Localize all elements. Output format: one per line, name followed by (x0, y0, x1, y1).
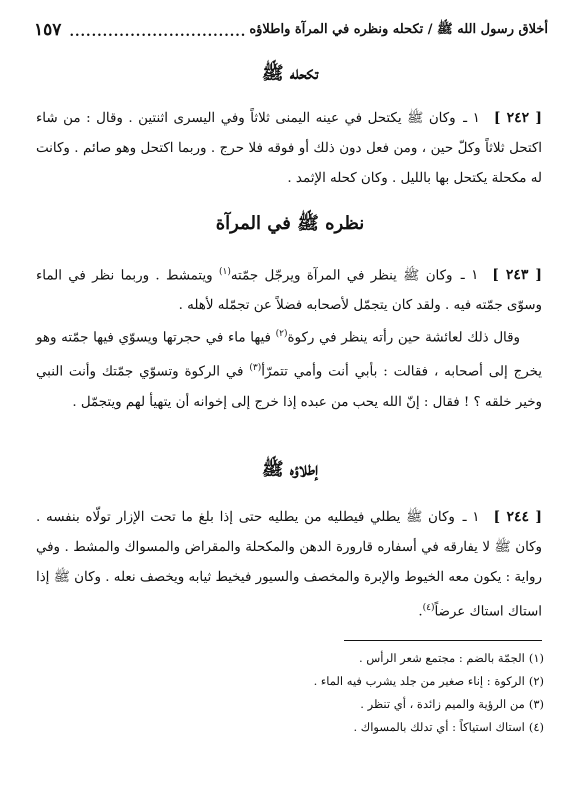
paragraph-243 (36, 257, 542, 321)
footnote-text: الركوة : إناء صغير من جلد يشرب فيه الماء . (313, 674, 525, 688)
paragraph-text: وكان ﷺ يكتحل في عينه اليمنى ثلاثاً وفي اليسرى اثنتين . وقال : من شاء اكتحل ثلاثاً وكلّ حين ، ومن فعل دون ذلك أو فوقه فلا حرج . وربما اكتحل وهو صائم . وكانت له مكحلة يكتحل بها بالليل . وكان كحله الإثمد . (36, 111, 542, 186)
footnote-3 (40, 693, 544, 716)
footnote-number: (٤) (528, 720, 544, 734)
header-leader-dots: ................................ (69, 25, 247, 40)
footnotes (40, 647, 544, 739)
paragraph-text: فيها ماء في حجرتها ويسوّي فيها جمّته وهو يخرج إلى أصحابه ، فقالت : بأبي أنت وأمي تتمرّأ (36, 330, 542, 380)
footnote-ref-1: (١) (219, 267, 231, 277)
paragraph-number: [ ٢٤٤ ] (493, 509, 543, 525)
paragraph-244 (36, 502, 542, 627)
page-number: ١٥٧ (34, 20, 62, 40)
header-title: أخلاق رسول الله ﷺ / تكحله ونظره في المرآة واطلاؤه (249, 22, 548, 37)
paragraph-242 (36, 103, 542, 194)
footnote-divider (344, 640, 542, 641)
footnote-ref-4: (٤) (422, 603, 435, 613)
section-title-depilation: إطلاؤه ﷺ (261, 459, 319, 480)
running-header (34, 18, 548, 40)
footnote-4 (40, 716, 544, 739)
footnote-text: استاك استياكاً : أي تدلك بالمسواك . (353, 720, 525, 734)
paragraph-prefix: ١ ـ (463, 111, 480, 126)
footnote-text: من الرؤية والميم زائدة ، أي تنظر . (360, 697, 525, 711)
paragraph-text: وقال ذلك لعائشة حين رأته ينظر في ركوة (287, 330, 520, 346)
paragraph-text: ويتمشط . وربما نظر في الماء وسوّى جمّته فيه . ولقد كان يتجمّل لأصحابه فضلاً عن تجمّله لأهله . (36, 268, 542, 314)
footnote-text: الجمّة بالضم : مجتمع شعر الرأس . (358, 651, 525, 665)
paragraph-number: [ ٢٤٣ ] (492, 267, 543, 284)
paragraph-text: وكان ﷺ ينظر في المرآة ويرجّل جمّته (230, 268, 453, 284)
paragraph-text: . (418, 604, 423, 620)
paragraph-prefix: ١ ـ (462, 510, 480, 525)
footnote-number: (٢) (528, 674, 544, 688)
paragraph-number: [ ٢٤٢ ] (493, 110, 542, 126)
footnote-ref-3: (٣) (249, 363, 262, 374)
footnote-number: (٣) (528, 697, 544, 711)
footnote-ref-2: (٢) (275, 329, 288, 339)
paragraph-prefix: ١ ـ (460, 268, 479, 284)
footnote-2 (40, 670, 544, 693)
section-title-mirror: نظره ﷺ في المرآة (215, 213, 365, 234)
footnote-1 (40, 647, 544, 670)
paragraph-text: في الركوة وتسوّي جمّتك وأنت النبي وخير خلقه ؟ ! فقال : إنّ الله يحب من عبده إذا خرج إلى إخوانه أن يتهيأ لهم ويتجمّل . (36, 364, 542, 410)
paragraph-243-continued (36, 319, 542, 418)
paragraph-text: وكان ﷺ يطلي فيطليه من يطليه حتى إذا بلغ ما تحت الإزار تولّاه بنفسه . وكان ﷺ لا يفارقه في أسفاره قارورة الدهن والمكحلة والمقراض والمسواك والمشط . وفي رواية : يكون معه الخيوط والإبرة والمخصف والسيور فيخيط ثيابه ويخصف نعله . وكان ﷺ إذا استاك استاك عرضاً (36, 510, 542, 620)
section-title-kohl: تكحله ﷺ (261, 63, 319, 84)
footnote-number: (١) (528, 651, 544, 665)
